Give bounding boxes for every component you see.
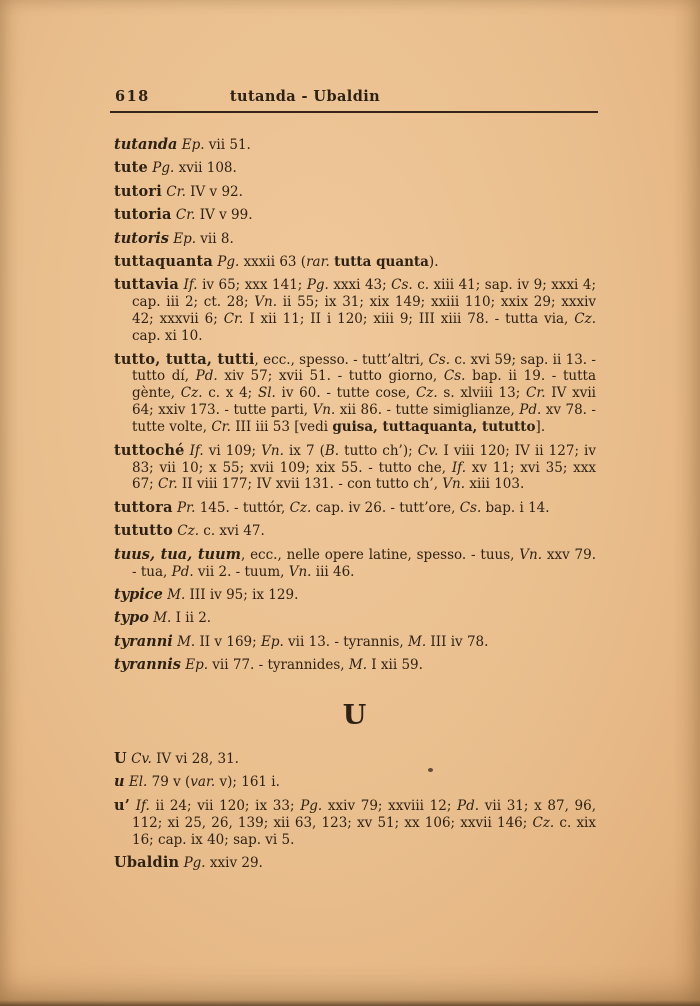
entry-text: ix 7 ( bbox=[283, 442, 325, 459]
entry-text: Cz. bbox=[289, 499, 312, 516]
entry-text: c. x 4; bbox=[202, 385, 258, 402]
index-entry bbox=[114, 498, 596, 517]
entry-text: vii 51. bbox=[204, 137, 251, 153]
entry-text: El. bbox=[128, 774, 148, 791]
entry-text: iv 60. - tutte cose, bbox=[275, 385, 416, 402]
entry-text: c. xiii 41; sap. iv 9; xxxi 4; cap. iii 2; ct. 28; bbox=[132, 277, 596, 311]
entry-text: If. bbox=[183, 277, 198, 294]
entry-text: II viii 177; IV xvii 131. - con tutto ch’, bbox=[177, 476, 443, 493]
entry-text: III iii 53 [vedi bbox=[230, 419, 333, 436]
entry-text: III iv 78. bbox=[426, 633, 489, 650]
entry-text: , ecc., spesso. - tutt’altri, bbox=[254, 351, 429, 368]
headword: tutoris bbox=[114, 229, 169, 247]
entry-text: 145. - tuttór, bbox=[195, 499, 290, 516]
entry-text: Pd. bbox=[195, 368, 218, 385]
entry-text: Cr. bbox=[175, 207, 196, 224]
entry-text: Cs. bbox=[443, 368, 466, 385]
headword: typo bbox=[114, 609, 149, 627]
index-entry bbox=[114, 276, 597, 345]
headword: u bbox=[114, 773, 125, 791]
entry-text: If. bbox=[451, 459, 466, 476]
entry-text: xii 86. - tutte simiglianze, bbox=[335, 402, 520, 419]
entry-text: v); 161 i. bbox=[215, 774, 280, 791]
index-entry bbox=[114, 522, 596, 540]
index-entry bbox=[114, 750, 596, 768]
headword: u’ bbox=[114, 796, 130, 814]
entry-text: xxiv 29. bbox=[205, 855, 263, 872]
index-entry bbox=[114, 229, 596, 248]
entry-text: c. xix 16; cap. ix 40; sap. vi 5. bbox=[132, 814, 596, 848]
headword: tyranni bbox=[114, 632, 173, 650]
entry-text: xiv 57; xvii 51. - tutto giorno, bbox=[217, 368, 444, 385]
entry-text: IV v 92. bbox=[185, 183, 243, 200]
entry-text: ii 55; ix 31; xix 149; xxiii 110; xxix 29; xxxiv 42; xxxvii 6; bbox=[132, 294, 597, 328]
entry-text: 79 v ( bbox=[147, 774, 191, 791]
entry-text: Cz. bbox=[415, 385, 438, 402]
entry-text: iii 46. bbox=[311, 563, 355, 580]
entry-text: IV v 99. bbox=[195, 207, 253, 224]
entry-text: cap. iv 26. - tutt’ore, bbox=[311, 499, 460, 516]
entry-text: Sl. bbox=[257, 385, 276, 402]
running-title: tutanda - Ubaldin bbox=[229, 88, 381, 105]
entry-text: Cr. bbox=[526, 385, 546, 402]
index-entry bbox=[114, 182, 596, 201]
entry-text: Pg. bbox=[217, 254, 240, 271]
section-heading: U bbox=[342, 700, 368, 732]
entry-text: tutta quanta bbox=[334, 254, 429, 271]
entry-text: III iv 95; ix 129. bbox=[185, 586, 299, 603]
index-entry bbox=[114, 632, 596, 651]
headword: typice bbox=[114, 585, 163, 603]
entry-text: I ii 2. bbox=[171, 610, 212, 627]
entry-text: If. bbox=[135, 797, 150, 814]
entry-text: vi 109; bbox=[203, 442, 262, 459]
index-entry bbox=[114, 159, 596, 177]
index-entry bbox=[114, 441, 596, 494]
entry-text: Cs. bbox=[391, 277, 413, 294]
entry-text: Pg. bbox=[300, 797, 323, 814]
entry-text: Ep. bbox=[260, 633, 284, 650]
index-entry bbox=[114, 854, 596, 872]
headword: tuus, tua, tuum bbox=[114, 545, 241, 563]
entry-text: vii 31; x 87, 96, 112; xi 25, 26, 139; xii 63, 123; xv 51; xx 106; xxvii 146; bbox=[132, 797, 597, 831]
entry-text: Cz. bbox=[177, 523, 199, 540]
index-entry bbox=[114, 585, 596, 604]
entry-text: Ep. bbox=[173, 230, 197, 247]
entry-text: Pg. bbox=[183, 855, 206, 872]
page-number: 618 bbox=[115, 88, 150, 105]
headword: tuttavia bbox=[114, 276, 179, 294]
headword: tuttora bbox=[114, 498, 173, 516]
index-entry bbox=[114, 350, 596, 437]
entry-text: Cr. bbox=[223, 311, 244, 328]
entry-text: II v 169; bbox=[195, 633, 261, 650]
entry-text: , ecc., nelle opere latine, spesso. - tuus, bbox=[240, 546, 520, 563]
entry-text: If. bbox=[189, 442, 204, 459]
entry-text: bap. ii 19. - tutta gènte, bbox=[132, 368, 596, 402]
page-header bbox=[114, 88, 596, 107]
entry-text: Cv. bbox=[131, 751, 152, 768]
entry-text: vii 8. bbox=[196, 230, 234, 247]
entry-text: M. bbox=[153, 610, 172, 627]
entry-text: Pd. bbox=[519, 402, 542, 419]
entry-text: ii 24; vii 120; ix 33; bbox=[149, 797, 301, 814]
entry-text: ]. bbox=[535, 419, 546, 436]
entry-text: vii 77. - tyrannides, bbox=[208, 657, 349, 674]
headword: U bbox=[114, 750, 127, 768]
index-entry bbox=[114, 656, 596, 674]
entry-text: var. bbox=[190, 774, 216, 791]
entry-text: xv 11; xvi 35; xxx 67; bbox=[132, 459, 596, 493]
entry-text: xv 78. - tutte volte, bbox=[132, 402, 596, 436]
headword: tutto, tutta, tutti bbox=[114, 350, 255, 368]
entry-text: Cz. bbox=[532, 814, 555, 831]
entry-text: guisa, tuttaquanta, tututto bbox=[332, 419, 536, 436]
entry-text: I xii 59. bbox=[367, 657, 423, 674]
entry-text: Vn. bbox=[261, 442, 284, 459]
entry-text: tutto ch’); bbox=[339, 442, 418, 459]
header-rule bbox=[110, 111, 598, 113]
headword: tyrannis bbox=[114, 656, 181, 674]
entry-text: Vn. bbox=[442, 476, 466, 493]
index-entry bbox=[114, 253, 596, 271]
entry-text: xxiv 79; xxviii 12; bbox=[322, 797, 458, 814]
entry-text: I viii 120; IV ii 127; iv 83; vii 10; x 55; xvii 109; xix 55. - tutto che, bbox=[132, 442, 596, 476]
entry-text: xxxii 63 ( bbox=[239, 254, 307, 271]
index-entry bbox=[114, 545, 596, 581]
entry-text: M. bbox=[348, 657, 368, 674]
entry-text: Vn. bbox=[288, 563, 312, 580]
entry-text: c. xvi 59; sap. ii 13. - tutto dí, bbox=[132, 351, 596, 385]
entry-text: Cz. bbox=[180, 385, 203, 402]
entry-text: M. bbox=[167, 586, 186, 603]
headword: tutoria bbox=[114, 206, 172, 224]
entry-text: Cr. bbox=[158, 476, 178, 493]
index-entry bbox=[114, 796, 597, 849]
entry-text: M. bbox=[408, 633, 427, 650]
entry-text: Cs. bbox=[459, 499, 482, 516]
entry-text: xvii 108. bbox=[174, 160, 237, 177]
entry-text: Cr. bbox=[166, 183, 186, 200]
entry-text: Cr. bbox=[211, 419, 231, 436]
entry-text: Ep. bbox=[181, 137, 205, 153]
entry-text: IV vi 28, 31. bbox=[151, 751, 239, 768]
entry-text: M. bbox=[177, 633, 196, 650]
entry-list bbox=[114, 137, 596, 872]
entry-text: I xii 11; II i 120; xiii 9; III xiii 78. - tutta via, bbox=[243, 311, 575, 328]
entry-text: Cv. bbox=[417, 442, 439, 459]
entry-text: Pd. bbox=[457, 797, 480, 814]
entry-text: vii 2. - tuum, bbox=[193, 563, 289, 580]
index-entry bbox=[114, 609, 596, 627]
headword: tutori bbox=[114, 182, 162, 200]
entry-text: Ep. bbox=[185, 657, 209, 674]
headword: Ubaldin bbox=[114, 854, 180, 872]
entry-text: bap. i 14. bbox=[481, 499, 550, 516]
entry-text: rar. bbox=[306, 254, 330, 271]
ink-speck bbox=[428, 768, 433, 772]
entry-text: Pg. bbox=[152, 160, 175, 177]
entry-text: xxxi 43; bbox=[328, 277, 392, 294]
index-entry bbox=[114, 773, 596, 791]
entry-text: cap. xi 10. bbox=[132, 328, 203, 345]
entry-text: Cs. bbox=[428, 351, 450, 368]
headword: tute bbox=[114, 159, 148, 177]
entry-text: Cz. bbox=[574, 311, 596, 328]
headword: tuttaquanta bbox=[114, 253, 213, 271]
headword: tuttoché bbox=[114, 441, 185, 459]
entry-text: IV xvii 64; xxiv 173. - tutte parti, bbox=[132, 385, 596, 419]
index-entry bbox=[114, 136, 596, 154]
index-entry bbox=[114, 206, 596, 224]
entry-text: iv 65; xxx 141; bbox=[197, 277, 307, 294]
entry-text: xxv 79. - tua, bbox=[132, 546, 596, 580]
headword: tututto bbox=[114, 522, 173, 540]
headword: tutanda bbox=[114, 136, 178, 153]
entry-text: Vn. bbox=[254, 294, 278, 311]
entry-text: s. xlviii 13; bbox=[437, 385, 526, 402]
scan-edge-shadow bbox=[0, 1000, 700, 1006]
entry-text: Vn. bbox=[519, 546, 543, 563]
entry-text: vii 13. - tyrannis, bbox=[283, 633, 408, 650]
entry-text: xiii 103. bbox=[465, 476, 525, 493]
entry-text: ). bbox=[428, 254, 439, 271]
entry-text: Pg. bbox=[306, 277, 329, 294]
entry-text: c. xvi 47. bbox=[198, 523, 265, 540]
entry-text: Pr. bbox=[177, 499, 196, 516]
entry-text: Pd. bbox=[171, 563, 194, 580]
entry-text: Vn. bbox=[312, 402, 336, 419]
entry-text: B. bbox=[324, 442, 340, 459]
